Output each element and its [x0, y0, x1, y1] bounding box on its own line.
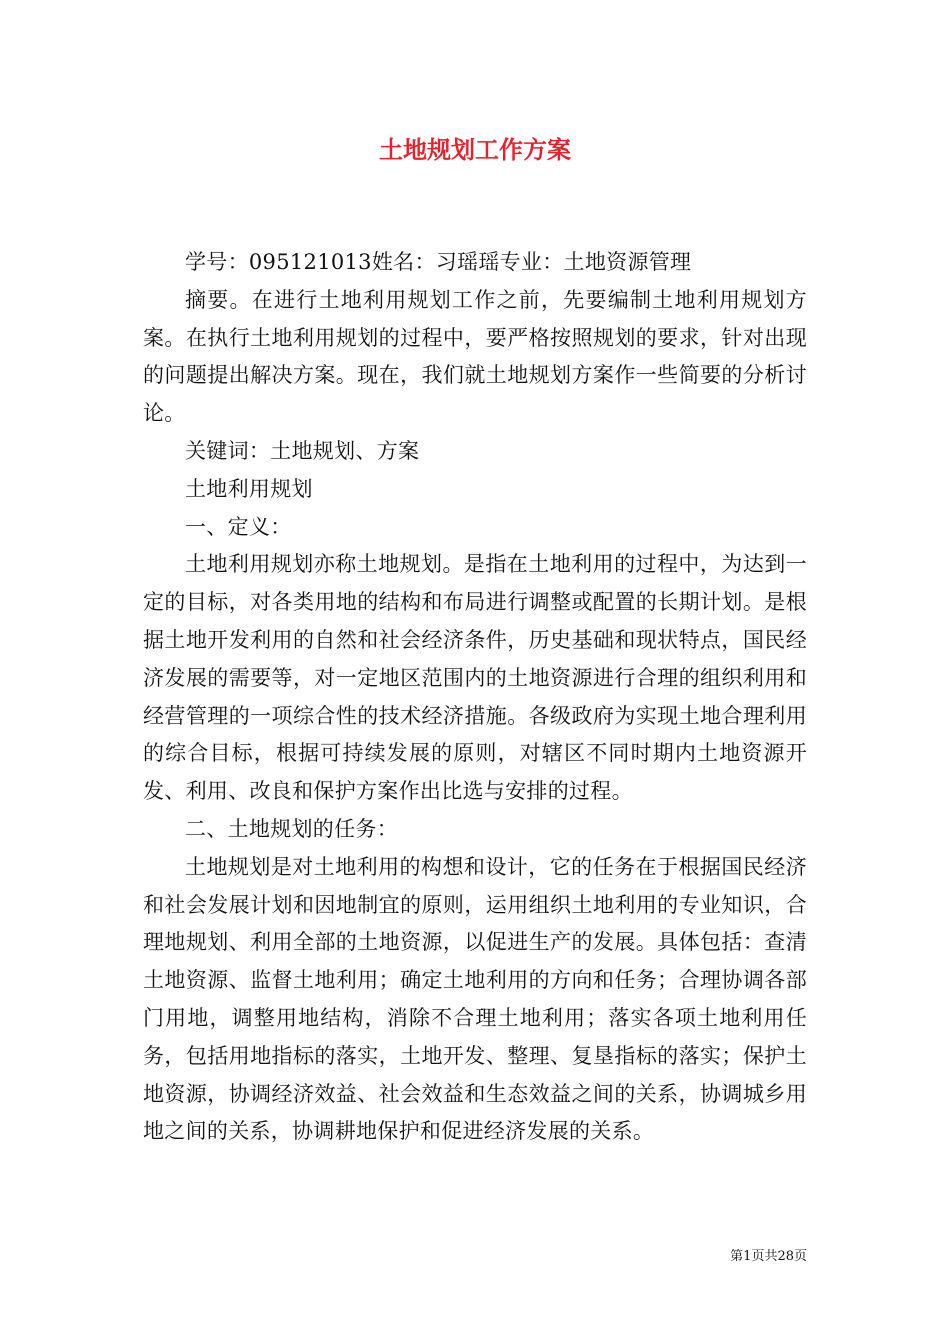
- tasks-heading: 二、土地规划的任务：: [185, 816, 398, 841]
- document-title: 土地规划工作方案: [379, 135, 571, 164]
- definition-paragraph: 土地利用规划亦称土地规划。是指在土地利用的过程中，为达到一定的目标，对各类用地的结构和布局进行调整或配置的长期计划。是根据土地开发利用的自然和社会经济条件，历史基础和现状特点，国民经济发展的需要等，对一定地区范围内的土地资源进行合理的组织利用和经营管理的一项综合性的技术经济措施。各级政府为实现土地合理利用的综合目标，根据可持续发展的原则，对辖区不同时期内土地资源开发、利用、改良和保护方案作出比选与安排的过程。: [143, 552, 807, 804]
- abstract-paragraph: 摘要。在进行土地利用规划工作之前，先要编制土地利用规划方案。在执行土地利用规划的过程中，要严格按照规划的要求，针对出现的问题提出解决方案。现在，我们就土地规划方案作一些简要的分析讨论。: [143, 287, 807, 426]
- definition-heading: 一、定义：: [185, 514, 292, 539]
- student-info-paragraph: 学号：095121013姓名：习瑶瑶专业：土地资源管理: [185, 250, 692, 274]
- keywords-paragraph: 关键词：土地规划、方案: [185, 438, 420, 463]
- tasks-paragraph: 土地规划是对土地利用的构想和设计，它的任务在于根据国民经济和社会发展计划和因地制宜的原则，运用组织土地利用的专业知识，合理地规划、利用全部的土地资源，以促进生产的发展。具体包括：查清土地资源、监督土地利用；确定土地利用的方向和任务；合理协调各部门用地，调整用地结构，消除不合理土地利用；落实各项土地利用任务，包括用地指标的落实，土地开发、整理、复垦指标的落实；保护土地资源，协调经济效益、社会效益和生态效益之间的关系，协调城乡用地之间的关系，协调耕地保护和促进经济发展的关系。: [143, 854, 807, 1144]
- page-number: 第1页共28页: [730, 1249, 807, 1264]
- document-body: [143, 244, 807, 1151]
- section-heading: 土地利用规划: [185, 476, 313, 501]
